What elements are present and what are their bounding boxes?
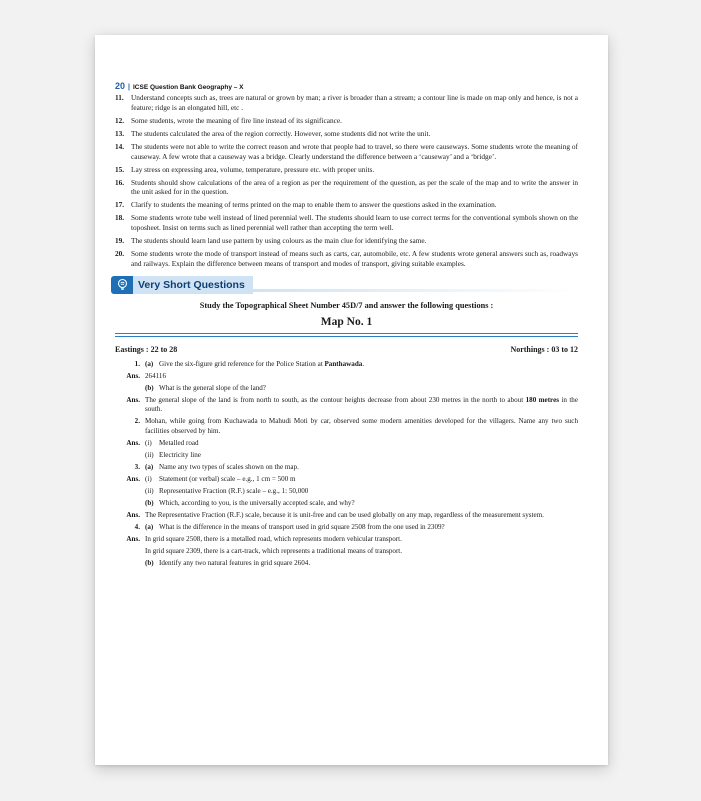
question-2 (115, 417, 578, 436)
answer-text-end: in the south. (145, 395, 578, 414)
answer-4a-line-2 (115, 547, 578, 557)
grid-extent-row (115, 345, 578, 354)
section-banner (111, 276, 578, 294)
question-number: 2. (134, 417, 140, 426)
note-number: 17. (115, 200, 125, 210)
question-3a (115, 463, 578, 473)
section-title: Very Short Questions (133, 276, 253, 294)
answer-label: Ans. (126, 438, 140, 447)
question-1a (115, 360, 578, 370)
note-item (115, 178, 578, 198)
answer-1b (115, 396, 578, 415)
note-text: Lay stress on expressing area, volume, temperature, pressure etc. with proper units. (131, 164, 375, 174)
answer-item-number: (i) (145, 438, 152, 447)
eastings-label: Eastings : 22 to 28 (115, 344, 178, 354)
question-part: (b) (145, 558, 154, 567)
answer-text: The general slope of the land is from north to south, as the contour heights decrease from about 230 metres in the north to about (145, 395, 524, 404)
question-text: Identify any two natural features in grid square 2604. (159, 558, 311, 567)
note-number: 15. (115, 164, 125, 174)
double-divider (115, 333, 578, 337)
header-separator: | (128, 84, 130, 91)
answer-1a (115, 372, 578, 382)
question-answer-block (115, 360, 578, 569)
answer-4a-line-1 (115, 535, 578, 545)
question-3b (115, 499, 578, 509)
question-number: 3. (134, 462, 140, 471)
instruction-text: Study the Topographical Sheet Number 45D/7 and answer the following questions : (199, 300, 494, 310)
note-item (115, 93, 578, 113)
question-number: 4. (134, 522, 140, 531)
note-item (115, 129, 578, 139)
question-part: (b) (145, 498, 154, 507)
question-text: Mohan, while going from Kuchawada to Mahudi Moti by car, observed some modern amenities developed for the villagers. Name any two such facilities observed by him. (145, 417, 578, 435)
examiner-notes-list (115, 93, 578, 269)
note-text: Understand concepts such as, trees are natural or grown by man; a river is broader than a stream; a contour line is made on map only and hence, is not a feature; ridge is an elongated hill, etc . (131, 93, 578, 112)
banner-divider (253, 289, 578, 292)
northings-label: Northings : 03 to 12 (510, 344, 578, 354)
answer-item-number: (ii) (145, 450, 154, 459)
answer-label: Ans. (126, 474, 140, 483)
answer-text: Electricity line (159, 450, 201, 459)
place-name: Panthawada (324, 359, 363, 368)
answer-text: The Representative Fraction (R.F.) scale, because it is unit-free and can be used globally on any map, regardless of the measurement system. (145, 510, 544, 519)
note-item (115, 142, 578, 162)
question-text: Give the six-figure grid reference for the Police Station at (159, 359, 323, 368)
note-number: 12. (115, 115, 125, 125)
question-part: (b) (145, 383, 154, 392)
note-text: Students should show calculations of the area of a region as per the requirement of the question, as per the scale of the map and to write the answer in the unit asked for in the question. (131, 177, 578, 197)
answer-text: In grid square 2309, there is a cart-track, which represents a traditional means of transport. (145, 546, 403, 555)
note-item (115, 236, 578, 246)
note-number: 11. (115, 93, 124, 102)
note-item (115, 116, 578, 126)
lightbulb-brain-icon (111, 276, 133, 294)
question-text: Which, according to you, is the universally accepted scale, and why? (159, 498, 355, 507)
note-text: The students should learn land use pattern by using colours as the main clue for identifying the same. (131, 236, 427, 246)
answer-item-number: (ii) (145, 486, 154, 495)
note-text: The students calculated the area of the region correctly. However, some students did not write the unit. (131, 128, 431, 138)
answer-label: Ans. (126, 534, 140, 543)
note-text: Some students wrote the mode of transport instead of means such as carts, car, automobile, etc. A few students wrote general answers such as, roadways and railways. Explain the difference between means of transport and modes of transport, giving suitable examples. (131, 249, 578, 268)
note-text: Clarify to students the meaning of terms printed on the map to enable them to answer the questions asked in the examination. (131, 200, 497, 210)
note-number: 13. (115, 128, 125, 138)
note-number: 20. (115, 249, 125, 259)
note-item (115, 200, 578, 210)
book-title: ICSE Question Bank Geography – X (132, 84, 244, 91)
answer-2-i (115, 439, 578, 449)
punctuation: . (362, 359, 365, 368)
note-number: 18. (115, 213, 125, 223)
question-text: Name any two types of scales shown on the map. (159, 462, 299, 471)
note-text: The students were not able to write the correct reason and wrote that people had to travel, so there were causeways. Some students wrote the meaning of causeway. A few wrote that a causeway was a bridge. Clearly understand the difference between a ‘causeway’ and a ‘bridge’. (131, 141, 578, 161)
question-part: (a) (145, 522, 154, 531)
map-title: Map No. 1 (320, 315, 373, 328)
document-page (95, 35, 608, 765)
answer-label: Ans. (126, 510, 140, 519)
question-text: What is the general slope of the land? (159, 383, 266, 392)
answer-label: Ans. (126, 371, 140, 380)
answer-3-ii (115, 487, 578, 497)
answer-2-ii (115, 451, 578, 461)
question-1b (115, 384, 578, 394)
note-item (115, 249, 578, 269)
note-number: 19. (115, 236, 125, 246)
answer-text: Metalled road (159, 438, 199, 447)
question-4b (115, 559, 578, 569)
note-item (115, 165, 578, 175)
question-number: 1. (134, 359, 140, 368)
note-number: 14. (115, 141, 125, 151)
answer-label: Ans. (126, 395, 140, 404)
note-number: 16. (115, 177, 125, 187)
question-text: What is the difference in the means of transport used in grid square 2508 from the one used in 2309? (159, 522, 445, 531)
answer-text: 264116 (145, 371, 167, 380)
question-4a (115, 523, 578, 533)
answer-emphasis: 180 metres (525, 395, 559, 404)
answer-text: Representative Fraction (R.F.) scale – e.g., 1: 50,000 (159, 486, 309, 495)
answer-3b (115, 511, 578, 521)
note-text: Some students wrote tube well instead of lined perennial well. The students should learn to use correct terms for the conventional symbols shown on the toposheet. Insist on terms such as lined perennial well rather than accepting the term well. (131, 213, 578, 233)
question-part: (a) (145, 359, 154, 368)
answer-text: In grid square 2508, there is a metalled road, which represents modern vehicular transport. (145, 534, 402, 543)
answer-text: Statement (or verbal) scale – e.g., 1 cm = 500 m (159, 474, 296, 483)
page-number: 20 (115, 81, 126, 91)
note-item (115, 213, 578, 233)
question-part: (a) (145, 462, 154, 471)
note-text: Some students, wrote the meaning of fire line instead of its significance. (131, 115, 342, 125)
answer-3-i (115, 475, 578, 485)
answer-item-number: (i) (145, 474, 152, 483)
running-head (115, 81, 578, 91)
